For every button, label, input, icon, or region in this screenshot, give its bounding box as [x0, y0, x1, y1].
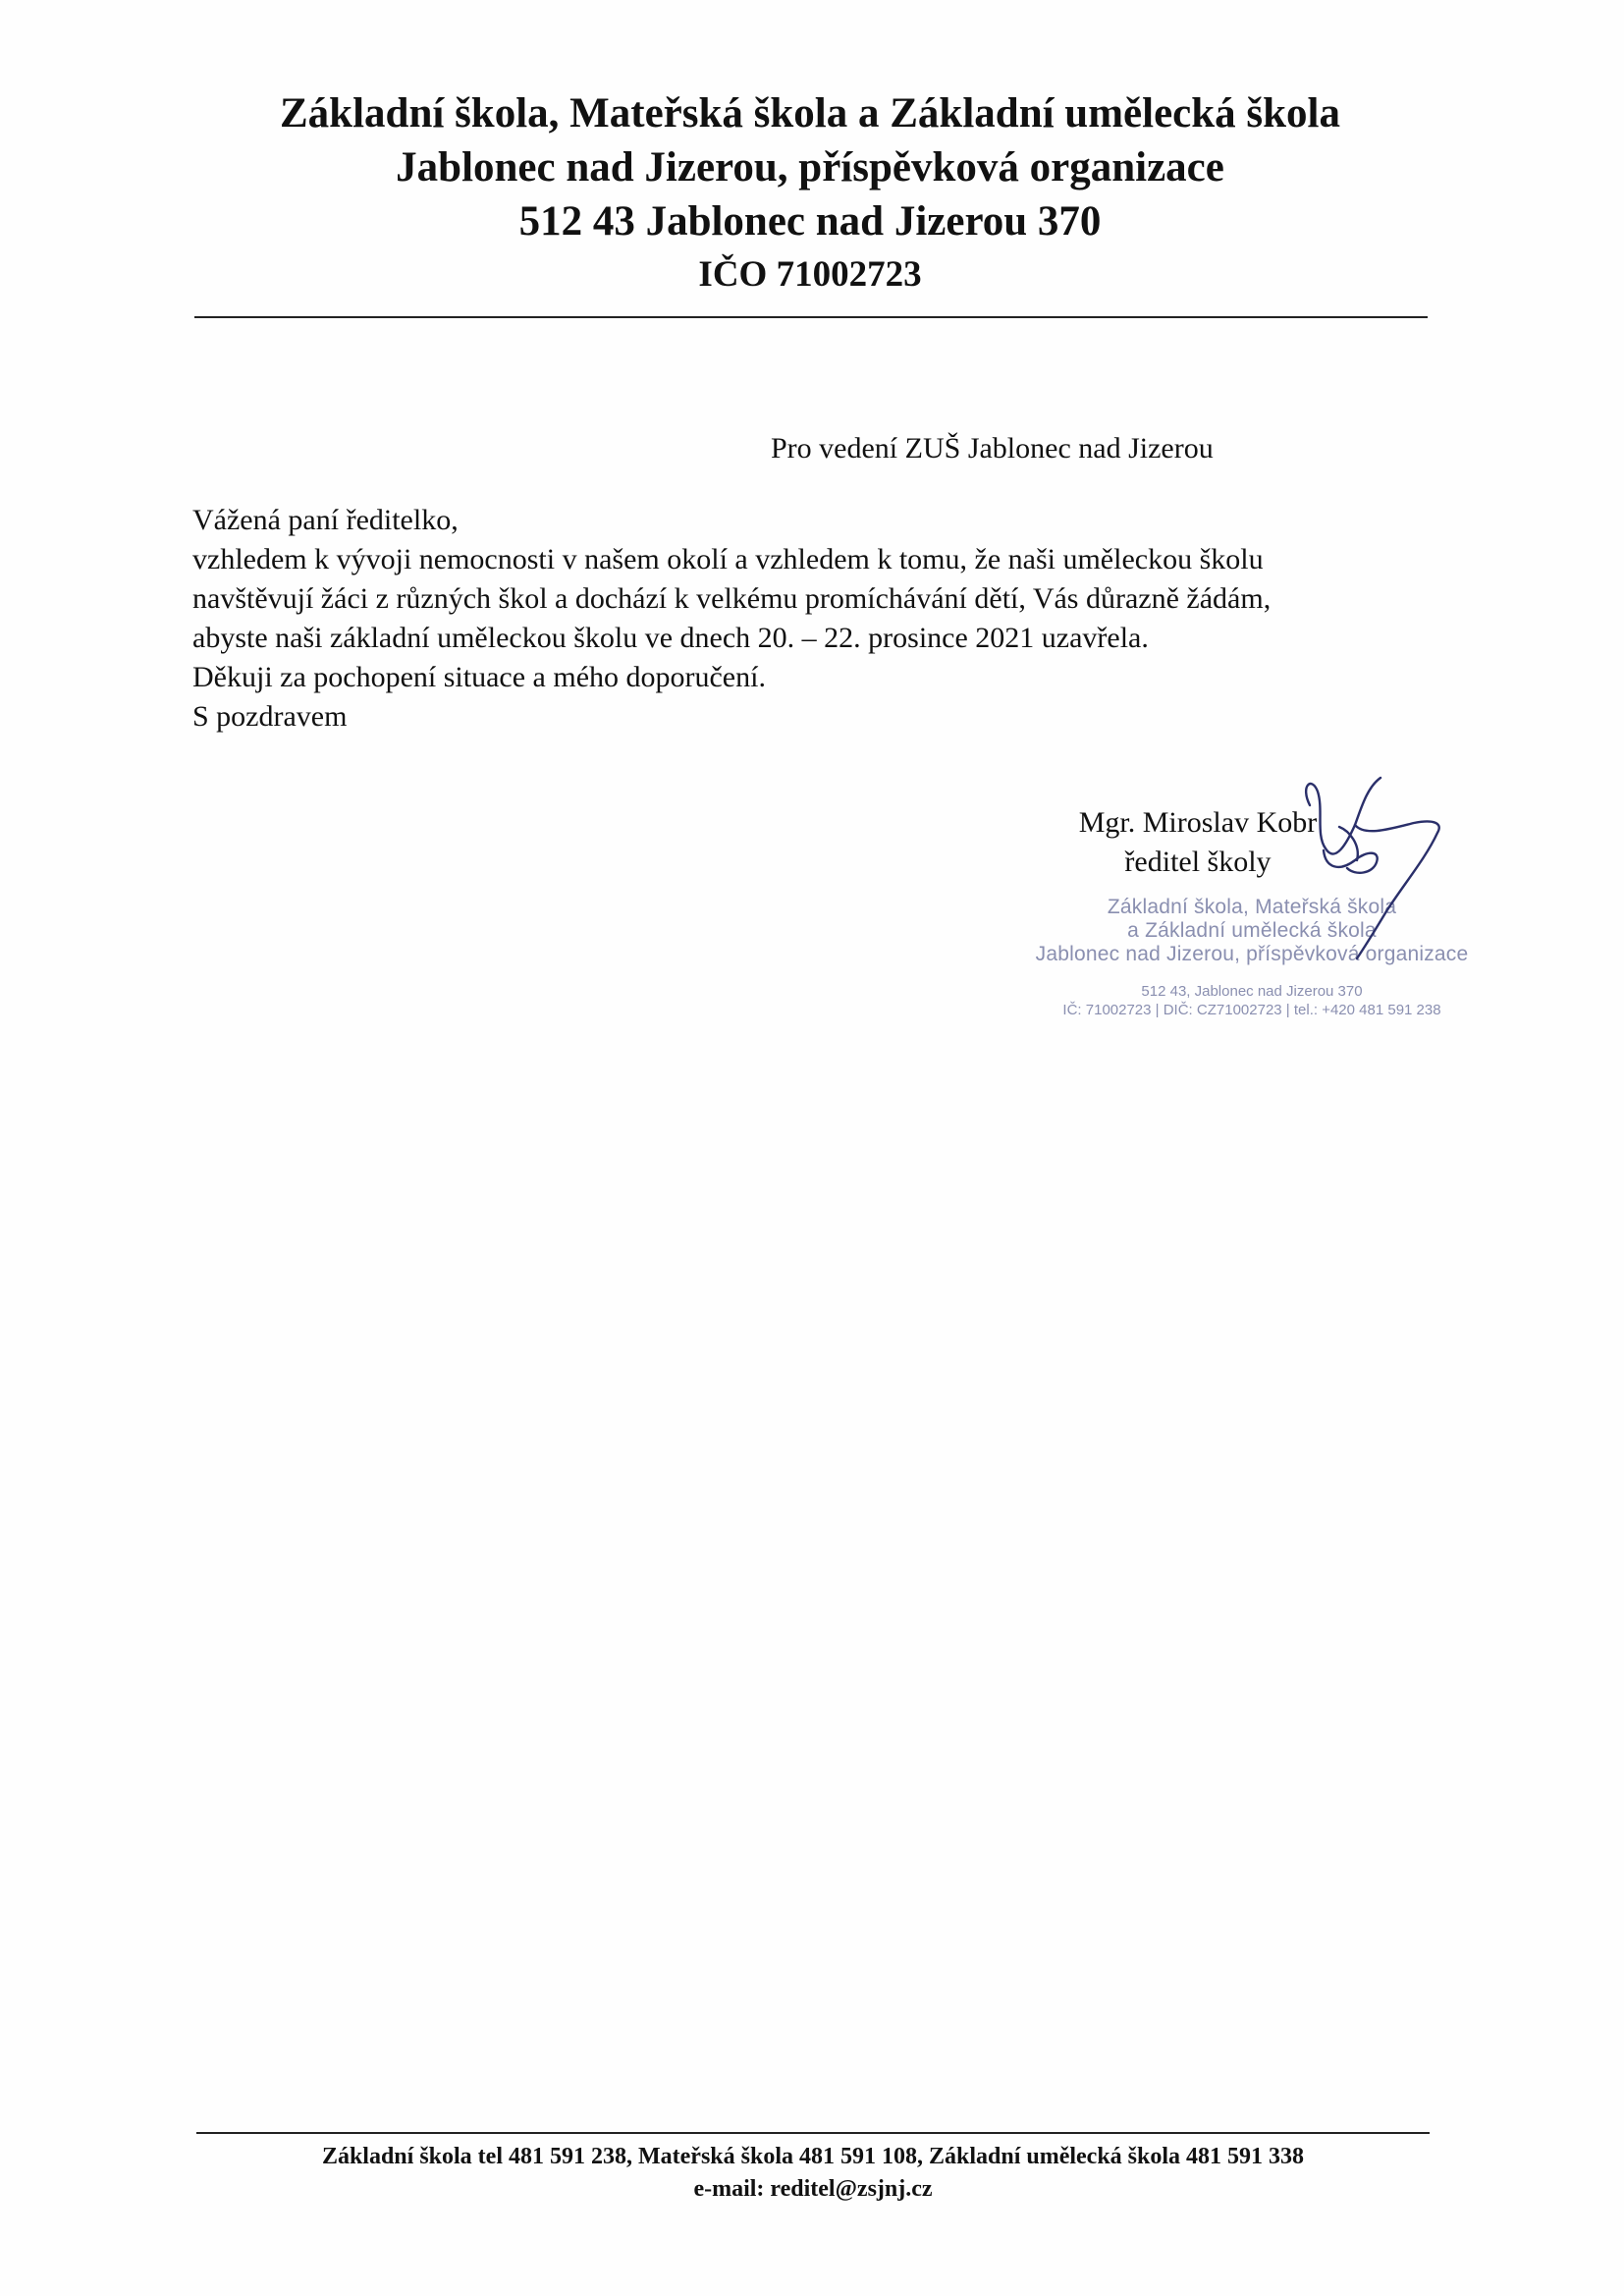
salutation: Vážená paní ředitelko, [192, 504, 459, 536]
letterhead [196, 86, 1424, 300]
letter-body [192, 501, 1430, 737]
header-divider [194, 316, 1428, 318]
stamp-line: 512 43, Jablonec nad Jizerou 370 [1141, 983, 1363, 1000]
closing: S pozdravem [192, 700, 348, 733]
stamp-line: Základní škola, Mateřská škola [1107, 896, 1397, 918]
school-name: Základní škola, Mateřská škola a Základní umělecká škola [280, 90, 1340, 137]
school-address: 512 43 Jablonec nad Jizerou 370 [518, 198, 1102, 245]
stamp-line: IČ: 71002723 | DIČ: CZ71002723 | tel.: +420 481 591 238 [1062, 1002, 1441, 1018]
footer [196, 2141, 1430, 2206]
footer-phones: Základní škola tel 481 591 238, Mateřská škola 481 591 108, Základní umělecká škola 481 591 338 [321, 2144, 1305, 2169]
body-line: navštěvují žáci z různých škol a dochází k velkému promíchávání dětí, Vás důrazně žádám, [192, 582, 1272, 615]
school-ico: IČO 71002723 [698, 254, 922, 295]
stamp-line: a Základní umělecká škola [1127, 919, 1377, 942]
signatory-role: ředitel školy [1124, 846, 1272, 878]
handwritten-signature [1296, 766, 1463, 962]
addressee: Pro vedení ZUŠ Jablonec nad Jizerou [771, 432, 1214, 465]
body-line: abyste naši základní uměleckou školu ve dnech 20. – 22. prosince 2021 uzavřela. [192, 622, 1149, 654]
body-line: Děkuji za pochopení situace a mého doporučení. [192, 661, 766, 693]
stamp-line: Jablonec nad Jizerou, příspěvková organizace [1035, 943, 1469, 965]
signatory-name: Mgr. Miroslav Kobr [1078, 806, 1318, 839]
body-line: vzhledem k vývoji nemocnosti v našem okolí a vzhledem k tomu, že naši uměleckou školu [192, 543, 1264, 575]
school-location: Jablonec nad Jizerou, příspěvková organizace [396, 144, 1224, 191]
footer-divider [196, 2132, 1430, 2134]
footer-email: e-mail: reditel@zsjnj.cz [693, 2176, 933, 2202]
